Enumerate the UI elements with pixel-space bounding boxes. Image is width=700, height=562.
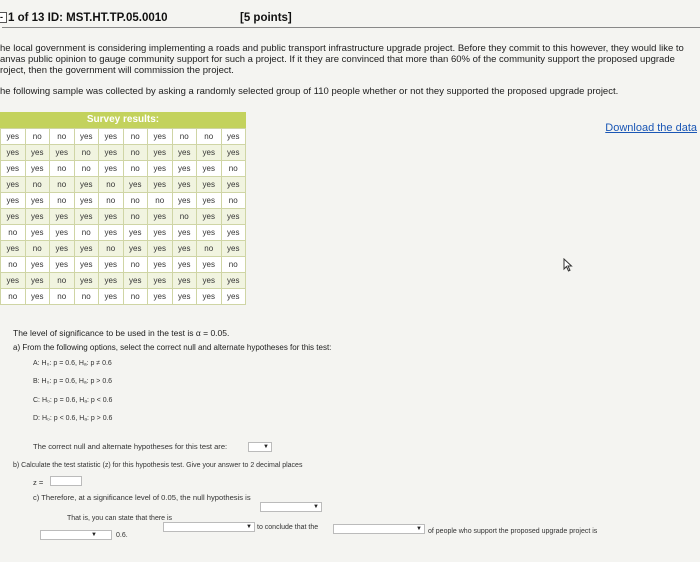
- survey-cell: yes: [99, 257, 124, 273]
- survey-cell: no: [25, 241, 50, 257]
- table-row: [1, 129, 246, 145]
- survey-cell: yes: [99, 145, 124, 161]
- survey-cell: yes: [50, 241, 75, 257]
- survey-cell: yes: [221, 129, 246, 145]
- survey-cell: yes: [1, 129, 26, 145]
- table-row: [1, 257, 246, 273]
- survey-cell: no: [123, 209, 148, 225]
- survey-cell: no: [123, 257, 148, 273]
- table-row: [1, 193, 246, 209]
- survey-cell: yes: [25, 161, 50, 177]
- survey-cell: yes: [148, 161, 173, 177]
- survey-cell: yes: [197, 161, 222, 177]
- to-conclude-text: to conclude that the: [257, 524, 319, 531]
- survey-cell: no: [50, 289, 75, 305]
- z-label: z =: [33, 478, 44, 487]
- survey-cell: yes: [50, 257, 75, 273]
- survey-cell: no: [99, 177, 124, 193]
- survey-cell: yes: [148, 209, 173, 225]
- survey-cell: yes: [172, 225, 197, 241]
- survey-cell: yes: [25, 209, 50, 225]
- survey-cell: yes: [99, 225, 124, 241]
- part-b-text: b) Calculate the test statistic (z) for this hypothesis test. Give your answer to 2 decimal places: [13, 462, 303, 469]
- part-c-text: c) Therefore, at a significance level of 0.05, the null hypothesis is: [33, 493, 251, 502]
- survey-cell: yes: [50, 145, 75, 161]
- survey-cell: yes: [148, 241, 173, 257]
- survey-cell: no: [123, 129, 148, 145]
- survey-cell: yes: [172, 289, 197, 305]
- survey-cell: no: [50, 161, 75, 177]
- survey-cell: yes: [197, 209, 222, 225]
- survey-cell: yes: [197, 145, 222, 161]
- survey-cell: yes: [74, 209, 99, 225]
- survey-cell: no: [50, 129, 75, 145]
- survey-cell: no: [1, 289, 26, 305]
- survey-table: [0, 128, 246, 305]
- survey-cell: yes: [1, 145, 26, 161]
- survey-cell: yes: [148, 177, 173, 193]
- survey-cell: no: [197, 129, 222, 145]
- survey-cell: no: [50, 177, 75, 193]
- survey-cell: yes: [172, 193, 197, 209]
- survey-cell: yes: [221, 289, 246, 305]
- survey-cell: yes: [99, 289, 124, 305]
- survey-cell: yes: [99, 273, 124, 289]
- significance-text: The level of significance to be used in the test is α = 0.05.: [13, 328, 230, 338]
- survey-cell: no: [172, 209, 197, 225]
- survey-cell: yes: [148, 129, 173, 145]
- survey-cell: no: [74, 145, 99, 161]
- that-is-text: That is, you can state that there is: [67, 515, 173, 522]
- survey-cell: no: [123, 145, 148, 161]
- option-a: A: H₀: p = 0.6, Hₐ: p ≠ 0.6: [33, 360, 112, 367]
- question-header: [0, 9, 700, 29]
- survey-title: Survey results:: [0, 112, 246, 128]
- chevron-down-icon: ▼: [91, 532, 97, 538]
- survey-cell: yes: [74, 193, 99, 209]
- survey-cell: no: [25, 177, 50, 193]
- survey-cell: no: [25, 129, 50, 145]
- survey-cell: yes: [221, 145, 246, 161]
- survey-cell: yes: [172, 257, 197, 273]
- survey-cell: yes: [74, 241, 99, 257]
- survey-cell: yes: [74, 177, 99, 193]
- survey-cell: yes: [25, 273, 50, 289]
- part-a-text: a) From the following options, select the correct null and alternate hypotheses for this test:: [13, 343, 332, 352]
- survey-cell: yes: [50, 225, 75, 241]
- survey-cell: no: [74, 289, 99, 305]
- option-d: D: H₀: p < 0.6, Hₐ: p > 0.6: [33, 415, 113, 422]
- survey-cell: yes: [74, 129, 99, 145]
- survey-cell: yes: [1, 241, 26, 257]
- survey-cell: yes: [99, 161, 124, 177]
- survey-cell: no: [221, 161, 246, 177]
- survey-cell: yes: [123, 177, 148, 193]
- survey-cell: yes: [172, 177, 197, 193]
- survey-cell: yes: [1, 193, 26, 209]
- survey-cell: yes: [1, 209, 26, 225]
- population-select[interactable]: [333, 524, 425, 534]
- null-hypothesis-select[interactable]: [260, 502, 322, 512]
- survey-cell: yes: [172, 273, 197, 289]
- survey-cell: no: [99, 241, 124, 257]
- survey-cell: yes: [197, 225, 222, 241]
- collapse-toggle[interactable]: -: [0, 12, 7, 23]
- survey-cell: yes: [99, 129, 124, 145]
- survey-cell: yes: [172, 241, 197, 257]
- survey-cell: yes: [172, 161, 197, 177]
- survey-table-container: [0, 112, 246, 305]
- survey-cell: yes: [221, 241, 246, 257]
- survey-cell: yes: [99, 209, 124, 225]
- people-support-text: of people who support the proposed upgrade project is: [428, 528, 598, 535]
- survey-cell: yes: [197, 193, 222, 209]
- survey-cell: yes: [197, 257, 222, 273]
- survey-cell: yes: [1, 273, 26, 289]
- survey-cell: yes: [1, 161, 26, 177]
- survey-cell: yes: [197, 177, 222, 193]
- header-divider: [2, 27, 700, 28]
- survey-cell: no: [197, 241, 222, 257]
- survey-cell: no: [221, 257, 246, 273]
- survey-cell: yes: [221, 225, 246, 241]
- comparison-select[interactable]: [40, 530, 112, 540]
- mouse-cursor-icon: [563, 258, 573, 272]
- survey-cell: yes: [50, 209, 75, 225]
- survey-cell: no: [1, 257, 26, 273]
- survey-cell: yes: [74, 257, 99, 273]
- survey-cell: no: [74, 161, 99, 177]
- table-row: [1, 209, 246, 225]
- intro-line-2: anvas public opinion to gauge community support for such a project. If it they are convinced that more than 60% of the community support the proposed upgrade: [0, 54, 675, 65]
- chevron-down-icon: ▼: [313, 504, 319, 510]
- survey-cell: yes: [25, 225, 50, 241]
- survey-cell: yes: [148, 225, 173, 241]
- survey-cell: no: [99, 193, 124, 209]
- table-row: [1, 225, 246, 241]
- survey-cell: no: [123, 289, 148, 305]
- points-label: [5 points]: [240, 12, 292, 24]
- survey-cell: yes: [197, 289, 222, 305]
- survey-cell: no: [123, 161, 148, 177]
- table-row: [1, 145, 246, 161]
- survey-cell: no: [221, 193, 246, 209]
- chevron-down-icon: ▼: [263, 444, 269, 450]
- survey-cell: no: [74, 225, 99, 241]
- survey-cell: yes: [221, 209, 246, 225]
- survey-cell: yes: [221, 177, 246, 193]
- survey-cell: no: [148, 193, 173, 209]
- download-data-link[interactable]: Download the data: [605, 122, 697, 134]
- chevron-down-icon: ▼: [416, 526, 422, 532]
- survey-cell: yes: [74, 273, 99, 289]
- option-c: C: H₀: p = 0.6, Hₐ: p < 0.6: [33, 397, 113, 404]
- survey-cell: no: [50, 273, 75, 289]
- z-input[interactable]: [50, 476, 82, 486]
- intro-line-1: he local government is considering implementing a roads and public transport infrastructure upgrade project. Before they commit to this however, they would like to: [0, 43, 684, 54]
- evidence-select[interactable]: [163, 522, 255, 532]
- survey-cell: no: [50, 193, 75, 209]
- survey-cell: yes: [148, 145, 173, 161]
- intro-line-4: he following sample was collected by asking a randomly selected group of 110 people whether or not they supported the proposed upgrade project.: [0, 86, 619, 97]
- chevron-down-icon: ▼: [246, 524, 252, 530]
- intro-line-3: roject, then the government will commission the project.: [0, 65, 234, 76]
- survey-cell: yes: [123, 241, 148, 257]
- question-id: 1 of 13 ID: MST.HT.TP.05.0010: [8, 12, 168, 24]
- table-row: [1, 177, 246, 193]
- survey-cell: yes: [123, 273, 148, 289]
- survey-cell: yes: [172, 145, 197, 161]
- option-b: B: H₀: p = 0.6, Hₐ: p > 0.6: [33, 378, 113, 385]
- survey-cell: yes: [148, 273, 173, 289]
- survey-cell: yes: [25, 257, 50, 273]
- survey-cell: no: [172, 129, 197, 145]
- survey-cell: yes: [25, 145, 50, 161]
- survey-cell: yes: [148, 257, 173, 273]
- survey-cell: yes: [25, 289, 50, 305]
- survey-cell: yes: [221, 273, 246, 289]
- survey-cell: no: [1, 225, 26, 241]
- table-row: [1, 161, 246, 177]
- value-0-6: 0.6.: [116, 532, 128, 539]
- survey-cell: yes: [25, 193, 50, 209]
- table-row: [1, 241, 246, 257]
- survey-cell: yes: [148, 289, 173, 305]
- survey-cell: yes: [197, 273, 222, 289]
- correct-hyp-label: The correct null and alternate hypotheses for this test are:: [33, 442, 228, 451]
- hypotheses-select[interactable]: [248, 442, 272, 452]
- table-row: [1, 289, 246, 305]
- survey-cell: no: [123, 193, 148, 209]
- table-row: [1, 273, 246, 289]
- survey-cell: yes: [1, 177, 26, 193]
- survey-cell: yes: [123, 225, 148, 241]
